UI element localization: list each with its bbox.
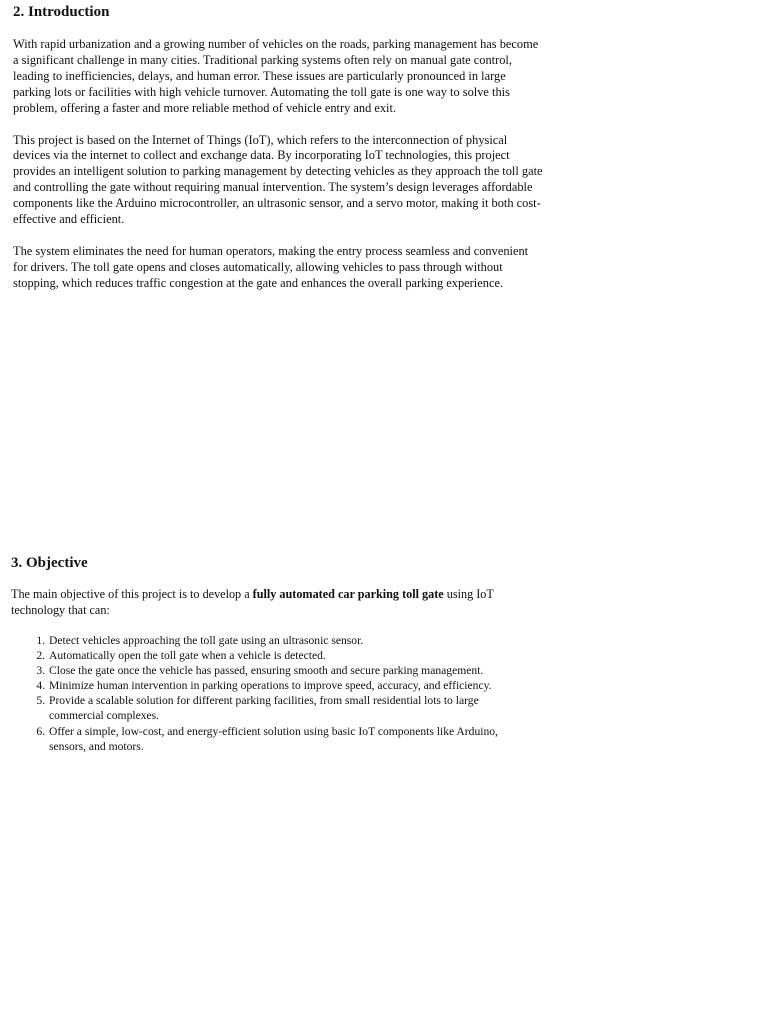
objective-list (11, 633, 511, 754)
objective-list-item: 4. Minimize human intervention in parking operations to improve speed, accuracy, and efficiency. (48, 678, 511, 693)
objective-section (11, 554, 511, 754)
introduction-heading: 2. Introduction (13, 4, 110, 20)
introduction-paragraph-1: With rapid urbanization and a growing number of vehicles on the roads, parking management has become a significant challenge in many cities. Traditional parking systems often rely on manual gate control, leading to inefficiencies, delays, and human error. These issues are particularly pronounced in large parking lots or facilities with high vehicle turnover. Automating the toll gate is one way to solve this problem, offering a faster and more reliable method of vehicle entry and exit. (13, 37, 539, 115)
objective-lead-emphasis: fully automated car parking toll gate (252, 587, 444, 601)
objective-list-item: 2. Automatically open the toll gate when a vehicle is detected. (48, 648, 511, 663)
objective-lead-text: The main objective of this project is to develop a (11, 587, 253, 601)
objective-lead-tail: using IoT technology that can: (11, 587, 494, 617)
objective-list-item: 5. Provide a scalable solution for different parking facilities, from small residential lots to large commercial complexes. (48, 693, 511, 723)
introduction-section (13, 3, 543, 292)
objective-heading: 3. Objective (11, 555, 88, 571)
objective-list-item: 3. Close the gate once the vehicle has passed, ensuring smooth and secure parking management. (48, 663, 511, 678)
objective-lead-paragraph (11, 587, 511, 618)
objective-list-item: 1. Detect vehicles approaching the toll gate using an ultrasonic sensor. (48, 633, 511, 648)
introduction-paragraph-2: This project is based on the Internet of Things (IoT), which refers to the interconnection of physical devices via the internet to collect and exchange data. By incorporating IoT technologies, this project provides an intelligent solution to parking management by detecting vehicles as they approach the toll gate and controlling the gate without requiring manual intervention. The system’s design leverages affordable components like the Arduino microcontroller, an ultrasonic sensor, and a servo motor, making it both cost-effective and efficient. (13, 132, 543, 227)
introduction-paragraph-3: The system eliminates the need for human operators, making the entry process seamless and convenient for drivers. The toll gate opens and closes automatically, allowing vehicles to pass through without stopping, which reduces traffic congestion at the gate and enhances the overall parking experience. (13, 243, 529, 290)
objective-list-item: 6. Offer a simple, low-cost, and energy-efficient solution using basic IoT components like Arduino, sensors, and motors. (48, 724, 511, 754)
